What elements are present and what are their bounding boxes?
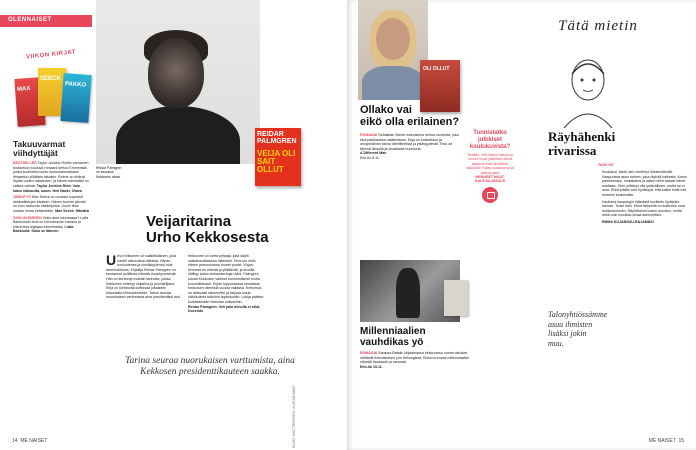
dropcap: U xyxy=(106,252,117,268)
column-headline: Räyhähenki rivarissa xyxy=(548,129,616,158)
reidar-book-cover: REIDAR PALMGREN VEIJA OLI SAIT OLLUT xyxy=(255,128,301,186)
heading: Millenniaalien vauhdikas yö xyxy=(360,326,426,348)
article-title: Veijaritarina Urho Kekkosesta xyxy=(146,213,269,246)
magazine-name: ME NAISET xyxy=(648,438,676,444)
footer xyxy=(649,438,684,444)
side-quote: Talonyhtiössämme asuu ihmisten lisäksi jokin muu. xyxy=(548,310,608,348)
lead: JÄNNITYS xyxy=(13,195,31,200)
footer xyxy=(12,438,47,444)
review-text: Onko aina lukemassa? Lotta Backlundin teos on hervottoman hauska ja elävä kirja digiajan lukemisesta. xyxy=(13,215,89,229)
column-text: Kuukausi ,tästä olen miettinyt rivitaloelämää. Naapurissa asuu nainen, joka räyhää kaikesta. Auton parkkeeraus, roskakatos ja lasten leikit saavat hänet tolaltaan. Olen yrittänyt olla ystävällinen, mutta se ei auta. Ehkä pitäisi vain hyväksyä, että kaikki eivät tule toimeen keskenään. Kaukana kaupungin hälinästä kuvittelin löytäväni rauhan. Toisin kävi. Ehkä tärkeintä on kuitenkin oma suhtautuminen. Räyhähenki tuskin muuttuu, mutta minä voin muuttaa omaa asennettani. EMMA KUJANSUU-RAJAMÄKI xyxy=(602,170,687,224)
rotated-credit: KUVAT: SHUTTERSTOCK, KUSTANTAMOT xyxy=(292,385,296,448)
heading: Ollako vai eikö olla erilainen? xyxy=(360,104,460,128)
book-cover: OLI OLLUT xyxy=(420,60,460,112)
byline: TAKE KE xyxy=(598,163,614,167)
review-text: Taylor Jenkins Reidin varhainen tuotantoon kuuluva romaani kertoo Emmeristä, jonka kuolleeksi luultu nuoruudenrakkaus ilmaantuu yllättäen takaisin. Emme on ehtinyt löytää uuden rakkauden, ja hänen edessään on vaikea valinta. xyxy=(13,161,89,188)
portrait-photo xyxy=(96,0,260,164)
author-sketch xyxy=(558,52,618,128)
credit: Emi-Ilo 15.11. xyxy=(360,364,383,369)
photo-caption: Reidar Palmgren on seuranut Kekkosen aikaa. xyxy=(96,166,122,179)
section-tag: OLENNAISET xyxy=(0,15,92,27)
credit: Reidar Palmgren: Veli joka minulla ei ollut, Docendo xyxy=(188,304,261,314)
book-cover: PAKKO xyxy=(60,73,91,123)
camera-icon xyxy=(482,187,498,203)
magazine-name: ME NAISET xyxy=(20,438,48,444)
review-text: ROMAANI Sebastian Stenin esikoisteos kertoo nuoresta, joka etsii paikkaansa maailmassa. Kirja on koskettava ja omaperäinen tarina identiteetistä ja ystävyydestä. Teos on täynnä lämpöä ja oivaltavaa huumoria. A Different Man Emi-Ilo 8.11. xyxy=(360,133,462,161)
credit: Max Seeck: Hämärä xyxy=(55,208,89,213)
book-cover xyxy=(444,280,468,316)
right-page xyxy=(348,0,696,450)
lead: DIGILUKEMINEN xyxy=(13,215,42,220)
credit: Lotta Backlund: Sano se ääneen xyxy=(13,224,74,234)
sidebar-title: Tunnistatko julkkiset koulukuvista? xyxy=(469,130,511,150)
book-cover: SEECK xyxy=(38,68,66,116)
credit: EMMA KUJANSUU-RAJAMÄKI xyxy=(602,219,654,224)
lead: BESTSELLER xyxy=(13,161,37,165)
book-cover: MAX xyxy=(14,77,45,127)
book-collage xyxy=(16,58,96,134)
books-label: VIIKON KIRJAT xyxy=(25,49,77,61)
credit: Emi-Ilo 8.11. xyxy=(360,155,380,160)
sidebar-box xyxy=(465,130,515,203)
review-text: Max Seeck on noussut nopeasti dekkarilistojen kärkeen. Hänen tuorein jännäri on kuin elokuvan käsikirjoitus. Uusin teos nostaa rimaa entisestään. xyxy=(13,195,86,213)
sidebar-body: Tiesitkö, että Maria Veitola ja monet muut julkkikset olivat lapsena ihan tavallisen näköisiä? Katso koulukuvat ja yritä arvata! xyxy=(466,153,514,175)
article-column-1: Urho Kekkonen oli salaliittolainen, joka nauttii valvovasta vallasta. Hänen oveluutensa ja sinnikkyytensä ovat tarunhohtoisia. Kirjailija Reidar Palmgren on seurannut poliittista elämää vuosikymmeniä. Hän on kerännyt muistiin tarinoita, joissa Kekkonen esiintyy veijarina ja juonittelijana. Kirja on kiehtovaa luettavaa jokaiselle historiasta kiinnostuneelle. Tarina seuraa nuorukaisen varttumista aina presidentiksi asti. xyxy=(106,252,181,300)
pull-quote: Tarina seuraa nuorukaisen varttumista, aina Kekkosen presidenttikauteen saakka. xyxy=(125,356,295,377)
sidebar-credit: MENNEET MAAT, KALEVALAISUUS xyxy=(474,175,506,184)
credit: Taylor Jenkins Reid: Vain kaksi rakkautta, suom. Heli Naski, Otava xyxy=(13,183,82,193)
page-number: 14 xyxy=(12,438,18,444)
woman-photo xyxy=(358,0,428,100)
review-column xyxy=(13,140,89,236)
article-column-2: Kekkonen oli ovela pelaaja, joka käytti vaikutusvaltaansa taitavasti. Teos tuo esiin hänen persoonansa monet puolet. Kirjan kerronta on elävää ja yllättävää, ja sivuilta välittyy aidon tarinankertojan ääni. Palmgren kuvaa Kekkosen vaiheet humoristisesti mutta kunnioittavasti. Kirjan loppuosassa seurataan Kekkosen viimeisiä vuosia vallassa. Kertomus on taitavasti rakennettu ja tarjoaa uusia näkökulmia tuttuihin tapahtumiin. Lukija pääsee kurkistamaan historian kulisseihin. Reidar Palmgren: Veli joka minulla ei ollut, Docendo xyxy=(188,254,264,314)
review-title: Takuuvarmat viihdyttäjät xyxy=(13,139,66,158)
credit: A Different Man xyxy=(360,151,387,156)
page-number: 15 xyxy=(678,438,684,444)
review-text: ROMAANI Sampsa Batalin ohjaamassa elokuvassa nuoret aikuiset viettävät ikimuistoisen yön Helsingissä. Elokuva kuvaa millenniaalien elämää hauskasti ja osuvasti. Emi-Ilo 15.11. xyxy=(360,351,470,369)
column-title: Tätä mietin xyxy=(558,18,638,34)
